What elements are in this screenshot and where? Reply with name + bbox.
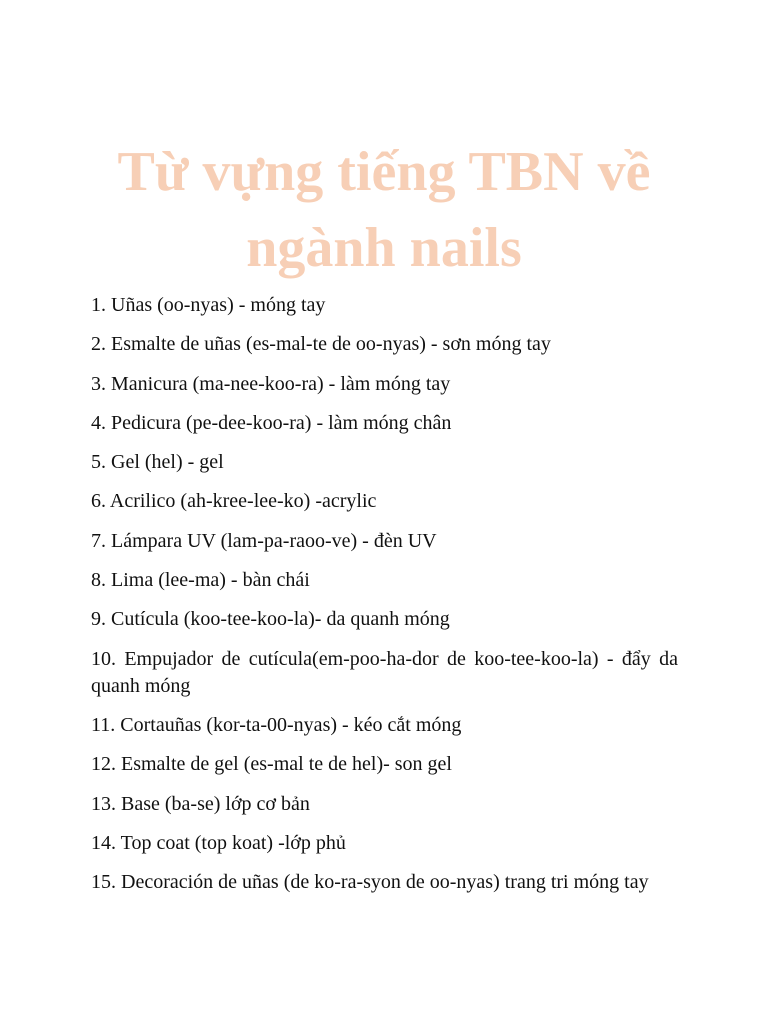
list-item: 1. Uñas (oo-nyas) - móng tay [91, 294, 326, 316]
list-item: 11. Cortauñas (kor-ta-00-nyas) - kéo cắt móng [91, 713, 462, 736]
page-title: Từ vựng tiếng TBN về ngành nails [117, 140, 651, 279]
list-item: 7. Lámpara UV (lam-pa-raoo-ve) - đèn UV [91, 529, 437, 552]
list-item: 4. Pedicura (pe-dee-koo-ra) - làm móng chân [91, 411, 452, 434]
list-item: 5. Gel (hel) - gel [91, 451, 224, 474]
list-item: 6. Acrilico (ah-kree-lee-ko) -acrylic [91, 490, 377, 513]
list-item: 9. Cutícula (koo-tee-koo-la)- da quanh móng [91, 608, 450, 631]
vocabulary-list [91, 292, 678, 908]
list-item: 2. Esmalte de uñas (es-mal-te de oo-nyas) - sơn móng tay [91, 333, 551, 356]
list-item: 10. Empujador de cutícula(em-poo-ha-dor de koo-tee-koo-la) - đẩy da quanh móng [91, 647, 678, 697]
list-item: 13. Base (ba-se) lớp cơ bản [91, 792, 310, 815]
list-item: 8. Lima (lee-ma) - bàn chái [91, 569, 310, 592]
list-item: 15. Decoración de uñas (de ko-ra-syon de oo-nyas) trang tri móng tay [91, 871, 649, 894]
list-item: 12. Esmalte de gel (es-mal te de hel)- son gel [91, 753, 452, 776]
list-item: 14. Top coat (top koat) -lớp phủ [91, 831, 346, 854]
list-item: 3. Manicura (ma-nee-koo-ra) - làm móng tay [91, 372, 451, 395]
